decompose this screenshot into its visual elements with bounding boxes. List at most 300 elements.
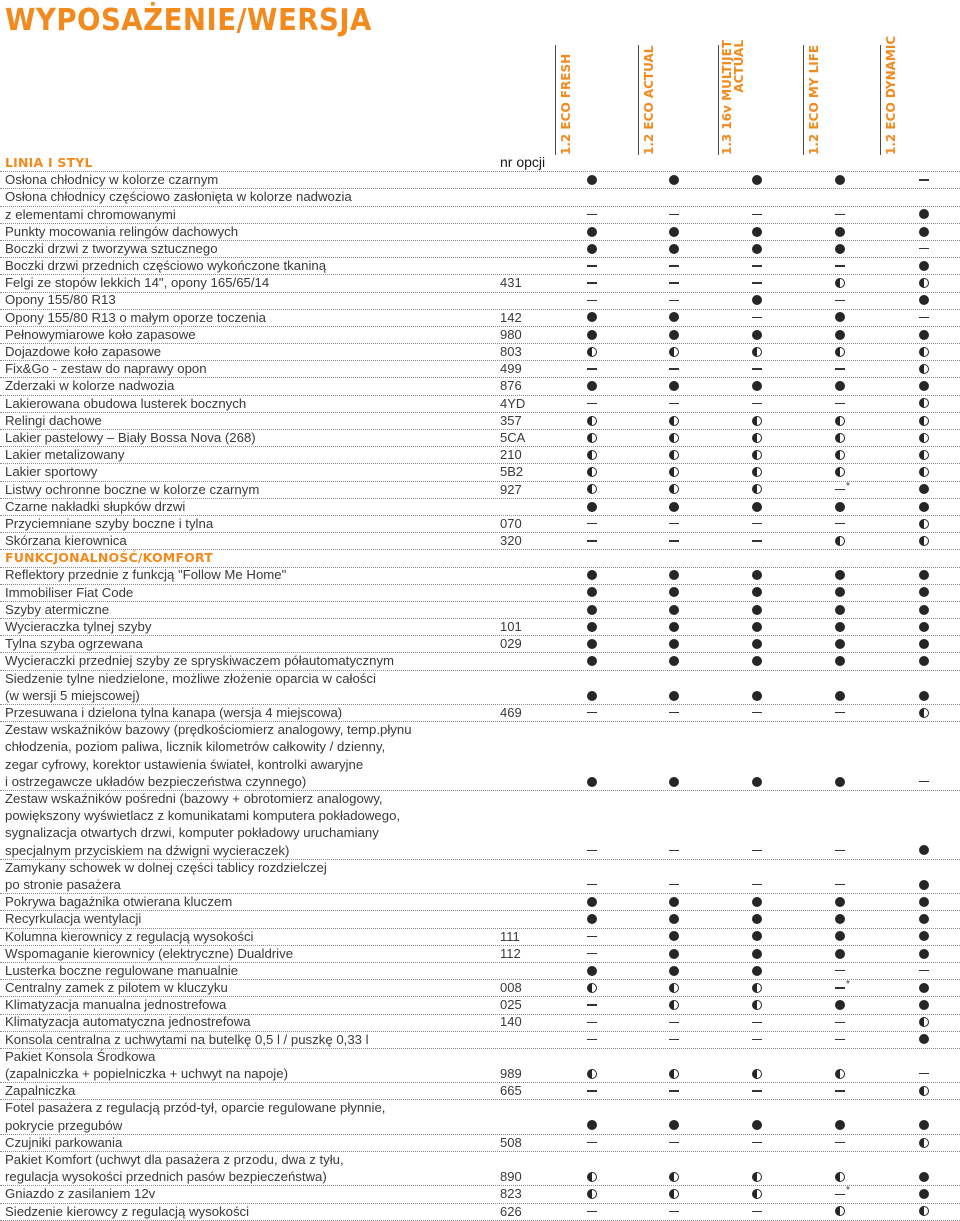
mark-symbol [669, 381, 679, 391]
standard-dot-icon [745, 567, 769, 584]
table-row [0, 447, 960, 464]
standard-dot-icon [828, 584, 852, 601]
mark-symbol [669, 175, 679, 185]
mark-symbol [587, 884, 597, 885]
standard-dot-icon [745, 893, 769, 910]
mark-symbol [752, 1189, 762, 1199]
table-row [0, 361, 960, 378]
mark-symbol [587, 484, 597, 494]
option-half-circle-icon [912, 343, 936, 360]
mark-symbol [835, 403, 845, 404]
mark-symbol [752, 175, 762, 185]
mark-symbol [669, 931, 679, 941]
unavailable-dash-icon [662, 532, 686, 549]
version-label: 1.2 ECO FRESH [559, 53, 573, 155]
option-code: 070 [500, 515, 522, 531]
mark-symbol [669, 282, 679, 283]
mark-symbol [587, 1090, 597, 1091]
unavailable-dash-icon [828, 292, 852, 309]
mark-symbol [669, 622, 679, 632]
unavailable-dash-icon [745, 876, 769, 893]
standard-dot-icon [912, 893, 936, 910]
standard-dot-icon [662, 928, 686, 945]
table-row [0, 1032, 960, 1049]
label-line: Zamykany schowek w dolnej części tablicy rozdzielczej [5, 859, 327, 875]
mark-symbol [919, 605, 929, 615]
unavailable-dash-icon [745, 257, 769, 274]
mark-symbol [752, 1172, 762, 1182]
feature-label [5, 566, 286, 583]
label-line: Fotel pasażera z regulacją przód-tył, oparcie regulowane płynnie, [5, 1100, 386, 1116]
mark-symbol [919, 398, 929, 408]
mark-symbol [835, 489, 845, 490]
mark-symbol [669, 949, 679, 959]
option-code: 111 [500, 928, 520, 944]
standard-dot-icon [580, 1117, 604, 1134]
feature-label [5, 601, 109, 618]
mark-symbol [669, 1142, 679, 1143]
version-header-2 [638, 45, 661, 155]
table-row [0, 413, 960, 430]
label-line: Lakier pastelowy – Biały Bossa Nova (268) [5, 429, 256, 445]
option-code: 499 [500, 361, 522, 377]
label-line: Immobiliser Fiat Code [5, 584, 134, 600]
mark-symbol [587, 450, 597, 460]
unavailable-dash-icon [580, 1082, 604, 1099]
feature-label [5, 309, 266, 326]
unavailable-dash-icon [580, 206, 604, 223]
table-row [0, 499, 960, 516]
mark-symbol [587, 1039, 597, 1040]
mark-symbol [752, 347, 762, 357]
table-row [0, 378, 960, 395]
mark-symbol [752, 656, 762, 666]
option-code: 101 [500, 619, 522, 635]
mark-symbol [587, 1120, 597, 1130]
label-line: Reflektory przednie z funkcją "Follow Me Home" [5, 567, 287, 583]
unavailable-dash-icon [662, 257, 686, 274]
label-line: Zestaw wskaźników pośredni (bazowy + obrotomierz analogowy, [5, 790, 383, 806]
feature-label [5, 652, 394, 669]
mark-symbol [835, 931, 845, 941]
feature-label [5, 429, 256, 446]
standard-dot-icon [912, 481, 936, 498]
mark-symbol [919, 261, 929, 271]
mark-symbol [669, 884, 679, 885]
label-line: Siedzenie kierowcy z regulacją wysokości [5, 1203, 250, 1219]
table-row [0, 464, 960, 481]
mark-symbol [752, 983, 762, 993]
mark-symbol [835, 1022, 845, 1023]
unavailable-dash-icon [580, 1031, 604, 1048]
mark-symbol [919, 1000, 929, 1010]
mark-symbol [669, 330, 679, 340]
table-row [0, 946, 960, 963]
label-line: Czujniki parkowania [5, 1134, 123, 1150]
unavailable-dash-icon [745, 1203, 769, 1220]
option-half-circle-icon [828, 412, 852, 429]
unavailable-dash-icon [828, 876, 852, 893]
mark-symbol [835, 536, 845, 546]
unavailable-dash-icon [580, 395, 604, 412]
standard-dot-icon [912, 498, 936, 515]
table-row [0, 310, 960, 327]
mark-symbol [587, 300, 597, 301]
mark-symbol [919, 622, 929, 632]
standard-dot-icon [912, 326, 936, 343]
mark-symbol [835, 639, 845, 649]
mark-symbol [669, 777, 679, 787]
table-row [0, 602, 960, 619]
feature-label [5, 343, 161, 360]
mark-symbol [587, 467, 597, 477]
table-row [0, 344, 960, 361]
standard-dot-icon [662, 652, 686, 669]
label-line: Wycieraczki przedniej szyby ze spryskiwaczem półautomatycznym [5, 653, 395, 669]
feature-label [5, 962, 238, 979]
mark-symbol [587, 622, 597, 632]
unavailable-dash-icon [828, 1185, 852, 1202]
option-code: 142 [500, 309, 522, 325]
label-line: Relingi dachowe [5, 412, 102, 428]
standard-dot-icon [912, 292, 936, 309]
unavailable-dash-icon [828, 515, 852, 532]
mark-symbol [587, 587, 597, 597]
standard-dot-icon [828, 652, 852, 669]
standard-dot-icon [828, 996, 852, 1013]
mark-symbol [835, 368, 845, 369]
mark-symbol [587, 1142, 597, 1143]
mark-symbol [752, 570, 762, 580]
table-row [0, 636, 960, 653]
option-half-circle-icon [828, 446, 852, 463]
label-line: sygnalizacja otwartych drzwi, komputer pokładowy uruchamiany [5, 825, 379, 841]
mark-symbol [752, 1211, 762, 1212]
option-half-circle-icon [580, 1168, 604, 1185]
unavailable-dash-icon [828, 257, 852, 274]
label-line: Wycieraczka tylnej szyby [5, 619, 152, 635]
mark-symbol [835, 1194, 845, 1195]
mark-symbol [587, 850, 597, 851]
option-code: 357 [500, 412, 522, 428]
table-row [0, 860, 960, 894]
option-half-circle-icon [745, 979, 769, 996]
option-half-circle-icon [828, 274, 852, 291]
mark-symbol [835, 970, 845, 971]
standard-dot-icon [828, 498, 852, 515]
standard-dot-icon [912, 223, 936, 240]
label-line: Pakiet Konsola Środkowa [5, 1048, 156, 1064]
unavailable-dash-icon [912, 309, 936, 326]
standard-dot-icon [580, 498, 604, 515]
label-line: Boczki drzwi z tworzywa sztucznego [5, 240, 218, 256]
unavailable-dash-icon [745, 395, 769, 412]
unavailable-dash-icon [662, 876, 686, 893]
mark-symbol [919, 897, 929, 907]
mark-symbol [919, 209, 929, 219]
mark-symbol [835, 897, 845, 907]
feature-label [5, 1013, 251, 1030]
unavailable-dash-icon [580, 257, 604, 274]
mark-symbol [669, 1000, 679, 1010]
option-code: 5B2 [500, 464, 524, 480]
mark-symbol [835, 587, 845, 597]
label-line: Zestaw wskaźników bazowy (prędkościomierz analogowy, temp.płynu [5, 722, 412, 738]
mark-symbol [752, 214, 762, 215]
mark-symbol [669, 1211, 679, 1212]
option-half-circle-icon [828, 1203, 852, 1220]
mark-symbol [669, 502, 679, 512]
mark-symbol [669, 691, 679, 701]
standard-dot-icon [662, 687, 686, 704]
option-half-circle-icon [580, 429, 604, 446]
unavailable-dash-icon [828, 395, 852, 412]
mark-symbol [752, 884, 762, 885]
standard-dot-icon [580, 601, 604, 618]
option-code: 112 [500, 945, 521, 961]
standard-dot-icon [745, 1117, 769, 1134]
standard-dot-icon [745, 773, 769, 790]
standard-dot-icon [580, 773, 604, 790]
label-line: powiększony wyświetlacz z komunikatami komputera pokładowego, [5, 808, 401, 824]
mark-symbol [587, 712, 597, 713]
mark-symbol [835, 244, 845, 254]
mark-symbol [587, 897, 597, 907]
mark-symbol [752, 777, 762, 787]
feature-label [5, 291, 116, 308]
table-row [0, 963, 960, 980]
feature-label [5, 326, 196, 343]
label-line: pokrycie przegubów [5, 1117, 123, 1133]
standard-dot-icon [580, 171, 604, 188]
mark-symbol [752, 1090, 762, 1091]
mark-symbol [669, 300, 679, 301]
mark-symbol [752, 450, 762, 460]
table-row [0, 791, 960, 860]
label-line: Punkty mocowania relingów dachowych [5, 223, 239, 239]
label-line: Pokrywa bagażnika otwierana kluczem [5, 894, 233, 910]
option-code: 4YD [500, 395, 526, 411]
unavailable-dash-icon [745, 515, 769, 532]
page-title: WYPOSAŻENIE/WERSJA [5, 3, 372, 38]
mark-symbol [919, 570, 929, 580]
mark-symbol [835, 1206, 845, 1216]
table-row [0, 894, 960, 911]
mark-symbol [669, 312, 679, 322]
standard-dot-icon [662, 326, 686, 343]
feature-label [5, 240, 218, 257]
feature-label [5, 463, 97, 480]
unavailable-dash-icon [580, 274, 604, 291]
version-header-5 [880, 35, 903, 155]
mark-symbol [587, 936, 597, 937]
mark-symbol [587, 1211, 597, 1212]
table-row [0, 327, 960, 344]
unavailable-dash-icon [912, 773, 936, 790]
standard-dot-icon [580, 223, 604, 240]
option-code: 508 [500, 1134, 522, 1150]
mark-symbol [835, 467, 845, 477]
standard-dot-icon [662, 635, 686, 652]
option-half-circle-icon [745, 1185, 769, 1202]
standard-dot-icon [580, 893, 604, 910]
standard-dot-icon [662, 223, 686, 240]
unavailable-dash-icon [662, 1082, 686, 1099]
unavailable-dash-icon [745, 842, 769, 859]
unavailable-dash-icon [912, 962, 936, 979]
feature-label [5, 274, 269, 291]
standard-dot-icon [912, 635, 936, 652]
mark-symbol [669, 966, 679, 976]
mark-symbol [835, 1172, 845, 1182]
label-line: chłodzenia, poziom paliwa, licznik kilometrów całkowity / dzienny, [5, 739, 386, 755]
table-row [0, 585, 960, 602]
mark-symbol [752, 265, 762, 266]
standard-dot-icon [745, 601, 769, 618]
mark-symbol [669, 540, 679, 541]
option-half-circle-icon [662, 429, 686, 446]
mark-symbol [752, 966, 762, 976]
option-half-circle-icon [745, 1168, 769, 1185]
unavailable-dash-icon [580, 928, 604, 945]
mark-symbol [669, 368, 679, 369]
mark-symbol [835, 605, 845, 615]
standard-dot-icon [745, 240, 769, 257]
mark-symbol [919, 656, 929, 666]
feature-label [5, 670, 376, 704]
label-line: regulacja wysokości przednich pasów bezpieczeństwa) [5, 1169, 327, 1185]
mark-symbol [919, 416, 929, 426]
feature-label [5, 395, 246, 412]
mark-symbol [919, 295, 929, 305]
mark-symbol [835, 850, 845, 851]
table-row [0, 911, 960, 928]
mark-symbol [752, 484, 762, 494]
mark-symbol [752, 381, 762, 391]
mark-symbol [752, 403, 762, 404]
mark-symbol [835, 1142, 845, 1143]
mark-symbol [919, 1034, 929, 1044]
mark-symbol [752, 639, 762, 649]
mark-symbol [587, 265, 597, 266]
standard-dot-icon [662, 584, 686, 601]
section-header [0, 550, 960, 567]
mark-symbol [919, 450, 929, 460]
label-line: (w wersji 5 miejscowej) [5, 687, 140, 703]
label-line: Zderzaki w kolorze nadwozia [5, 378, 175, 394]
standard-dot-icon [662, 601, 686, 618]
option-half-circle-icon [912, 429, 936, 446]
option-code: 431 [500, 275, 522, 291]
mark-symbol [835, 656, 845, 666]
unavailable-dash-icon [662, 206, 686, 223]
option-half-circle-icon [745, 463, 769, 480]
mark-symbol [587, 244, 597, 254]
unavailable-dash-icon [662, 1203, 686, 1220]
label-line: Lakier sportowy [5, 464, 98, 480]
mark-symbol [587, 227, 597, 237]
mark-symbol [835, 214, 845, 215]
mark-symbol [919, 347, 929, 357]
standard-dot-icon [912, 652, 936, 669]
equipment-table [0, 155, 960, 1221]
unavailable-dash-icon [580, 292, 604, 309]
mark-symbol [919, 970, 929, 971]
mark-symbol [669, 1172, 679, 1182]
feature-label [5, 635, 143, 652]
mark-symbol [919, 179, 929, 180]
feature-label [5, 1203, 249, 1220]
mark-symbol [587, 966, 597, 976]
table-row [0, 224, 960, 241]
mark-symbol [752, 502, 762, 512]
mark-symbol [752, 317, 762, 318]
mark-symbol [752, 282, 762, 283]
mark-symbol [919, 536, 929, 546]
label-line: Klimatyzacja manualna jednostrefowa [5, 997, 227, 1013]
standard-dot-icon [745, 687, 769, 704]
mark-symbol [752, 897, 762, 907]
standard-dot-icon [745, 945, 769, 962]
unavailable-dash-icon [828, 842, 852, 859]
standard-dot-icon [745, 584, 769, 601]
mark-symbol [669, 983, 679, 993]
standard-dot-icon [745, 292, 769, 309]
feature-label [5, 945, 293, 962]
option-half-circle-icon [662, 1168, 686, 1185]
mark-symbol [669, 265, 679, 266]
mark-symbol [752, 433, 762, 443]
label-line: Fix&Go - zestaw do naprawy opon [5, 361, 207, 377]
option-half-circle-icon [662, 481, 686, 498]
standard-dot-icon [745, 652, 769, 669]
mark-symbol [752, 1142, 762, 1143]
section-title [5, 549, 213, 566]
unavailable-dash-icon [662, 1014, 686, 1031]
mark-symbol [669, 1039, 679, 1040]
table-row [0, 172, 960, 189]
table-row [0, 1135, 960, 1152]
table-row [0, 671, 960, 705]
mark-symbol [919, 587, 929, 597]
feature-label [5, 206, 176, 223]
table-row [0, 207, 960, 224]
mark-symbol [919, 845, 929, 855]
table-row [0, 1015, 960, 1032]
feature-label [5, 532, 127, 549]
option-code: 626 [500, 1203, 522, 1219]
mark-symbol [587, 368, 597, 369]
label-line: z elementami chromowanymi [5, 206, 176, 222]
mark-symbol [587, 1189, 597, 1199]
mark-symbol [752, 227, 762, 237]
table-row [0, 396, 960, 413]
mark-symbol [919, 1120, 929, 1130]
mark-symbol [587, 330, 597, 340]
label-line: Lakier metalizowany [5, 447, 125, 463]
mark-symbol [919, 227, 929, 237]
unavailable-dash-icon [828, 704, 852, 721]
mark-symbol [669, 914, 679, 924]
unavailable-dash-icon [662, 292, 686, 309]
mark-symbol [669, 587, 679, 597]
mark-symbol [587, 914, 597, 924]
standard-dot-icon [828, 601, 852, 618]
option-half-circle-icon [912, 446, 936, 463]
option-half-circle-icon [662, 343, 686, 360]
mark-symbol [752, 1022, 762, 1023]
standard-dot-icon [912, 257, 936, 274]
